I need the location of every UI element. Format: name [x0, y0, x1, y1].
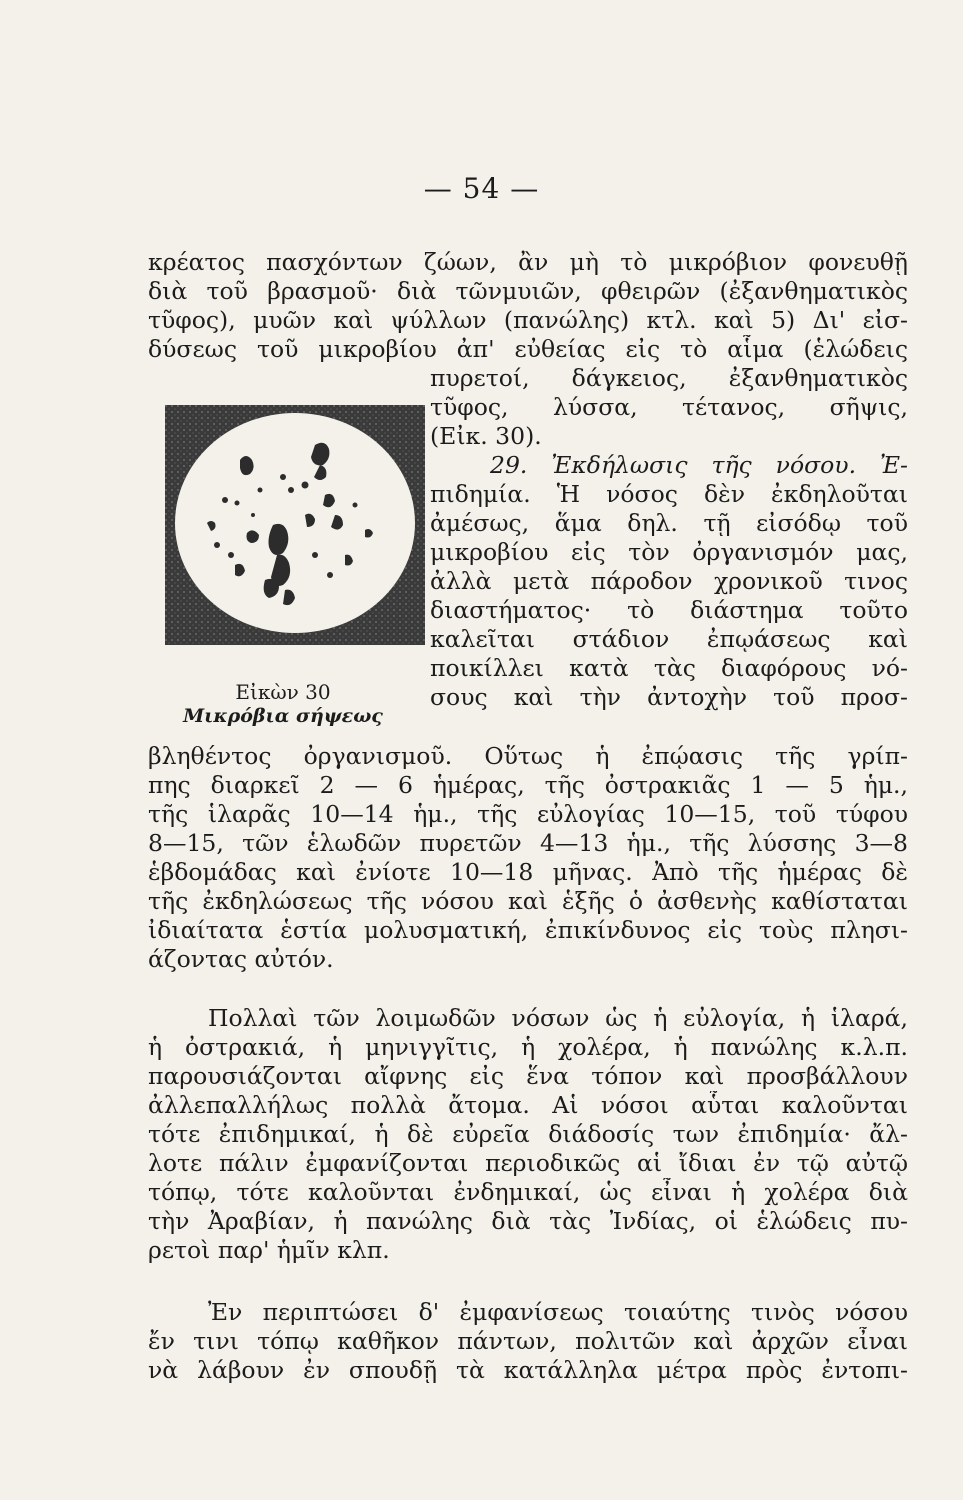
- text-line: ἀλλεπαλλήλως πολλὰ ἄτομα. Αἱ νόσοι αὗται καλοῦνται: [148, 1091, 908, 1119]
- text-line: τῆς ἱλαρᾶς 10—14 ἡμ., τῆς εὐλογίας 10—15, τοῦ τύφου: [148, 800, 908, 828]
- text-line: δύσεως τοῦ μικροβίου ἀπ' εὐθείας εἰς τὸ αἷμα (ἑλώδεις: [148, 335, 908, 363]
- text-line: 8—15, τῶν ἑλωδῶν πυρετῶν 4—13 ἡμ., τῆς λύσσης 3—8: [148, 829, 908, 857]
- text-line: (Εἰκ. 30).: [430, 422, 542, 450]
- text-line: μικροβίου εἰς τὸν ὀργανισμόν μας,: [430, 538, 908, 566]
- text-line: άζοντας αὐτόν.: [148, 945, 334, 973]
- text-line: κρέατος πασχόντων ζώων, ἂν μὴ τὸ μικρόβιον φονευθῇ: [148, 248, 908, 276]
- text-line: παρουσιάζονται αἴφνης εἰς ἕνα τόπον καὶ προσβάλλουν: [148, 1062, 908, 1090]
- page-number: — 54 —: [423, 172, 540, 205]
- figure-label: Εἰκὼν 30: [235, 680, 331, 704]
- text-line: ἡ ὀστρακιά, ἡ μηνιγγῖτις, ἡ χολέρα, ἡ πανώλης κ.λ.π.: [148, 1033, 908, 1061]
- text-line: ποικίλλει κατὰ τὰς διαφόρους νό-: [430, 654, 908, 682]
- text-line: τόπῳ, τότε καλοῦνται ἐνδημικαί, ὡς εἶναι ἡ χολέρα διὰ: [148, 1178, 908, 1206]
- text-line: ἑβδομάδας καὶ ἐνίοτε 10—18 μῆνας. Ἀπὸ τῆς ἡμέρας δὲ: [148, 858, 908, 886]
- text-line: τῆς ἐκδηλώσεως τῆς νόσου καὶ ἑξῆς ὁ ἀσθενὴς καθίσταται: [148, 887, 908, 915]
- section-heading: 29. Ἐκδήλωσις τῆς νόσου. Ἐ-: [490, 451, 908, 479]
- text-line: Πολλαὶ τῶν λοιμωδῶν νόσων ὡς ἡ εὐλογία, ἡ ἱλαρά,: [208, 1004, 908, 1032]
- text-line: ἀλλὰ μετὰ πάροδον χρονικοῦ τινος: [430, 567, 908, 595]
- figure-microbes: [165, 405, 425, 645]
- text-line: λοτε πάλιν ἐμφανίζονται περιοδικῶς αἱ ἴδιαι ἐν τῷ αὐτῷ: [148, 1149, 908, 1177]
- text-line: καλεῖται στάδιον ἐπῳάσεως καὶ: [430, 625, 908, 653]
- text-line: τὴν Ἀραβίαν, ἡ πανώλης διὰ τὰς Ἰνδίας, οἱ ἑλώδεις πυ-: [148, 1207, 908, 1235]
- figure-title: Μικρόβια σήψεως: [183, 705, 383, 727]
- text-line: ἀμέσως, ἅμα δηλ. τῇ εἰσόδῳ τοῦ: [430, 509, 908, 537]
- text-line: τῦφος), μυῶν καὶ ψύλλων (πανώλης) κτλ. καὶ 5) Δι' εἰσ-: [148, 306, 908, 334]
- text-line: Ἐν περιπτώσει δ' ἐμφανίσεως τοιαύτης τινὸς νόσου: [208, 1298, 908, 1326]
- text-line: ἰδιαίτατα ἑστία μολυσματική, ἐπικίνδυνος εἰς τοὺς πλησι-: [148, 916, 908, 944]
- text-line: διὰ τοῦ βρασμοῦ· διὰ τῶνμυιῶν, φθειρῶν (ἐξανθηματικὸς: [148, 277, 908, 305]
- text-line: τότε ἐπιδημικαί, ἡ δὲ εὐρεῖα διάδοσίς των ἐπιδημία· ἄλ-: [148, 1120, 908, 1148]
- text-line: τῦφος, λύσσα, τέτανος, σῆψις,: [430, 393, 908, 421]
- paragraph-epidemics: [148, 1004, 908, 1265]
- text-line: βληθέντος ὀργανισμοῦ. Οὕτως ἡ ἐπῴασις τῆς γρίπ-: [148, 742, 908, 770]
- microbe-illustration: [165, 405, 425, 645]
- paragraph-top: [148, 248, 908, 364]
- text-line: νὰ λάβουν ἐν σπουδῇ τὰ κατάλληλα μέτρα πρὸς ἐντοπι-: [148, 1356, 908, 1384]
- paragraph-side: [430, 364, 908, 712]
- paragraph-measures: [148, 1298, 908, 1385]
- paragraph-body: [148, 742, 908, 974]
- text-line: ρετοὶ παρ' ἡμῖν κλπ.: [148, 1236, 390, 1264]
- text-line: σους καὶ τὴν ἀντοχὴν τοῦ προσ-: [430, 683, 908, 711]
- text-line: πης διαρκεῖ 2 — 6 ἡμέρας, τῆς ὀστρακιᾶς 1 — 5 ἡμ.,: [148, 771, 908, 799]
- text-line: διαστήματος· τὸ διάστημα τοῦτο: [430, 596, 908, 624]
- text-line: πυρετοί, δάγκειος, ἐξανθηματικὸς: [430, 364, 908, 392]
- text-line: ἔν τινι τόπῳ καθῆκον πάντων, πολιτῶν καὶ ἀρχῶν εἶναι: [148, 1327, 908, 1355]
- text-line: πιδημία. Ἡ νόσος δὲν ἐκδηλοῦται: [430, 480, 908, 508]
- figure-caption: [148, 680, 418, 728]
